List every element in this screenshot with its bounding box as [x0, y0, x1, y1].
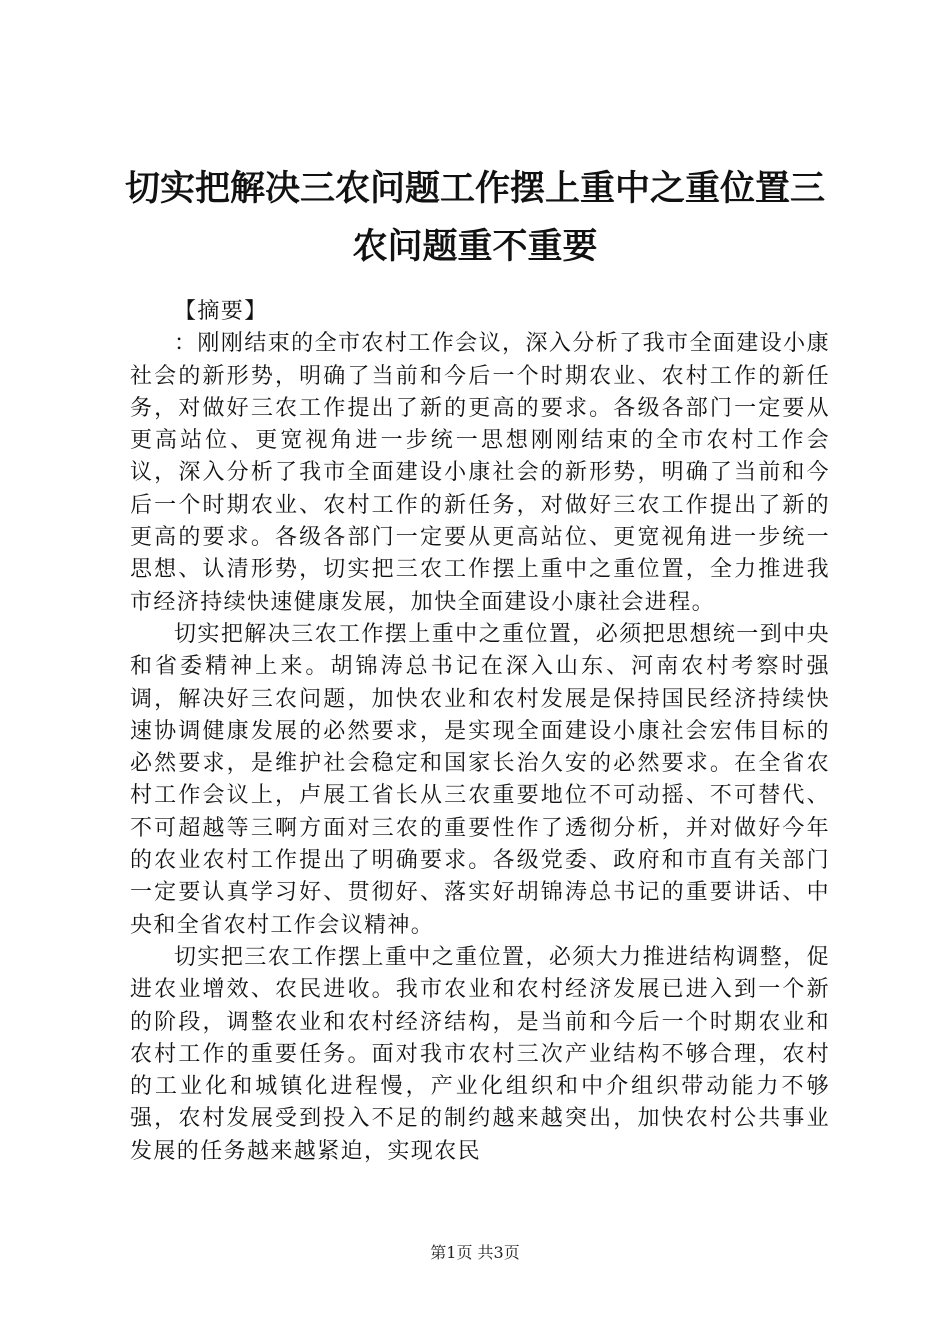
title-line-1: 切实把解决三农问题工作摆上重中之重位置三: [124, 169, 825, 209]
paragraph-2: 切实把解决三农工作摆上重中之重位置，必须把思想统一到中央和省委精神上来。胡锦涛总书记在深入山东、河南农村考察时强调，解决好三农问题，加快农业和农村发展是保持国民经济持续快速协调健康发展的必然要求，是实现全面建设小康社会宏伟目标的必然要求，是维护社会稳定和国家长治久安的必然要求。在全省农村工作会议上，卢展工省长从三农重要地位不可动摇、不可替代、不可超越等三啊方面对三农的重要性作了透彻分析，并对做好今年的农业农村工作提出了明确要求。各级党委、政府和市直有关部门一定要认真学习好、贯彻好、落实好胡锦涛总书记的重要讲话、中央和全省农村工作会议精神。: [130, 621, 830, 938]
title-line-2: 农问题重不重要: [352, 227, 598, 267]
paragraph-1: ：刚刚结束的全市农村工作会议，深入分析了我市全面建设小康社会的新形势，明确了当前和今后一个时期农业、农村工作的新任务，对做好三农工作提出了新的更高的要求。各级各部门一定要从更高站位、更宽视角进一步统一思想刚刚结束的全市农村工作会议，深入分析了我市全面建设小康社会的新形势，明确了当前和今后一个时期农业、农村工作的新任务，对做好三农工作提出了新的更高的要求。各级各部门一定要从更高站位、更宽视角进一步统一思想、认清形势，切实把三农工作摆上重中之重位置，全力推进我市经济持续快速健康发展，加快全面建设小康社会进程。: [130, 331, 830, 615]
document-body: [130, 296, 830, 1168]
page-footer: 第1页 共3页: [430, 1243, 520, 1262]
paragraph-3: 切实把三农工作摆上重中之重位置，必须大力推进结构调整，促进农业增效、农民进收。我市农业和农村经济发展已进入到一个新的阶段，调整农业和农村经济结构，是当前和今后一个时期农业和农村工作的重要任务。面对我市农村三次产业结构不够合理，农村的工业化和城镇化进程慢，产业化组织和中介组织带动能力不够强，农村发展受到投入不足的制约越来越突出，加快农村公共事业发展的任务越来越紧迫，实现农民: [130, 944, 830, 1164]
document-title: [110, 160, 840, 276]
abstract-heading: 【摘要】: [174, 299, 268, 324]
